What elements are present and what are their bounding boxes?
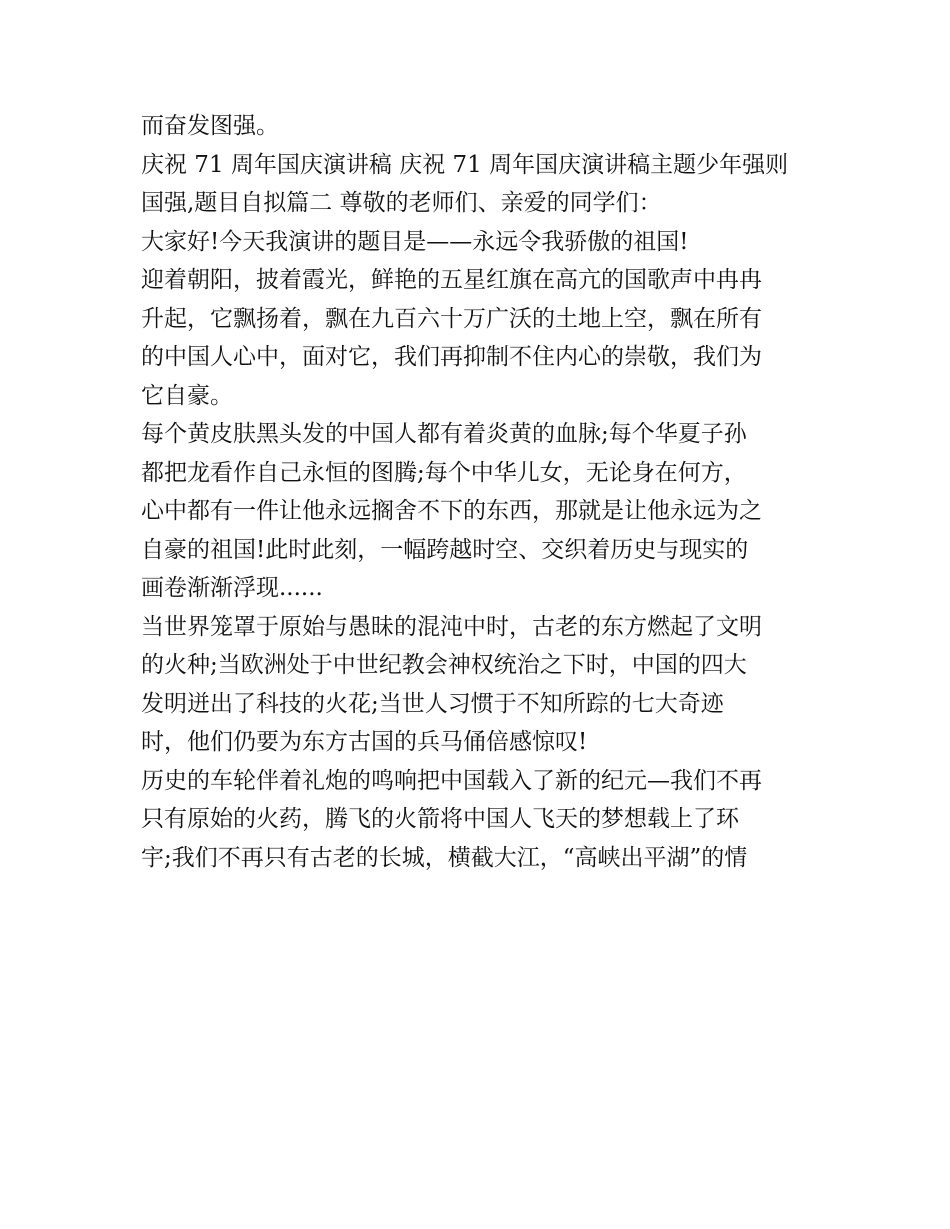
text-line: 心中都有一件让他永远搁舍不下的东西，那就是让他永远为之 [141, 498, 762, 524]
text-line: 宇;我们不再只有古老的长城，横截大江，“高峡出平湖”的情 [141, 844, 748, 871]
text-line: 都把龙看作自己永恒的图腾;每个中华儿女，无论身在何方， [141, 459, 747, 486]
text-line: 而奋发图强。 [141, 113, 279, 139]
text-line: 大家好!今天我演讲的题目是——永远令我骄傲的祖国! [141, 228, 689, 255]
text-line: 自豪的祖国!此时此刻，一幅跨越时空、交织着历史与现实的 [141, 536, 749, 563]
text-line: 当世界笼罩于原始与愚昧的混沌中时，古老的东方燃起了文明 [141, 613, 762, 640]
text-line: 时，他们仍要为东方古国的兵马俑倍感惊叹! [141, 729, 588, 755]
text-line: 庆祝 71 周年国庆演讲稿 庆祝 71 周年国庆演讲稿主题少年强则 [141, 151, 789, 178]
text-line: 只有原始的火药，腾飞的火箭将中国人飞天的梦想载上了环 [141, 806, 739, 832]
text-line: 每个黄皮肤黑头发的中国人都有着炎黄的血脉;每个华夏子孙 [141, 421, 747, 447]
speech-text [141, 107, 821, 877]
text-line: 的火种;当欧洲处于中世纪教会神权统治之下时，中国的四大 [141, 652, 747, 678]
text-line: 画卷渐渐浮现...... [141, 575, 323, 601]
text-line: 迎着朝阳，披着霞光，鲜艳的五星红旗在高亢的国歌声中冉冉 [141, 267, 762, 293]
text-line: 它自豪。 [141, 382, 233, 409]
text-line: 的中国人心中，面对它，我们再抑制不住内心的崇敬，我们为 [141, 344, 762, 370]
text-line: 国强,题目自拟篇二 尊敬的老师们、亲爱的同学们： [141, 190, 662, 216]
text-line: 历史的车轮伴着礼炮的鸣响把中国载入了新的纪元—我们不再 [141, 767, 762, 794]
text-line: 发明迸出了科技的火花;当世人习惯于不知所踪的七大奇迹 [141, 690, 724, 717]
text-line: 升起，它飘扬着，飘在九百六十万广沃的土地上空，飘在所有 [141, 305, 762, 332]
